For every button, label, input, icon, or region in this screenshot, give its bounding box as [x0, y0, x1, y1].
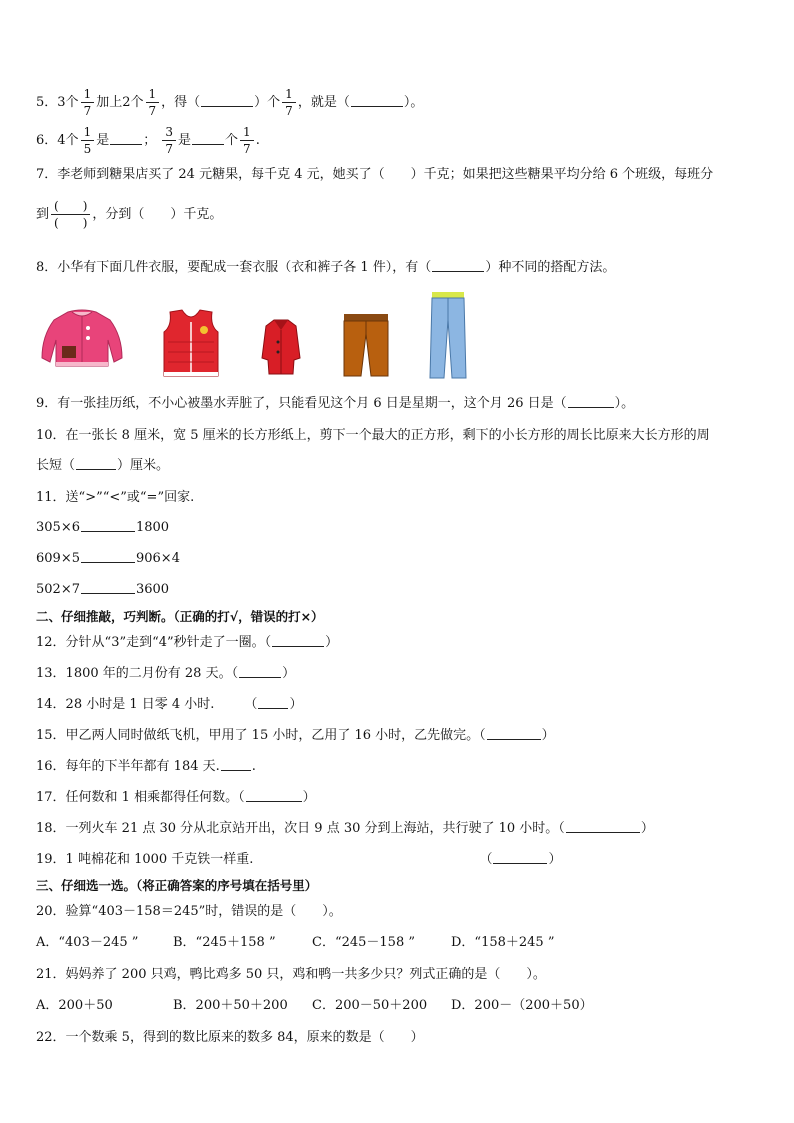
question-5: 5．3个 $\frac{1}{7}$ 加上2个 $\frac{1}{7}$ ，得（ ）个 $\frac{1}{7}$ ，就是（ ）。 — [36, 87, 424, 118]
compare-row: 609×5 906×4 — [36, 551, 180, 566]
fraction-one-fifth: $\frac{1}{5}$ — [81, 124, 95, 157]
question-12: 12．分针从“3”走到“4”秒针走了一圈。（ ） — [36, 635, 339, 650]
answer-blank[interactable] — [272, 634, 324, 647]
question-8: 8．小华有下面几件衣服，要配成一套衣服（衣和裤子各 1 件），有（ ）种不同的搭配方法。 — [36, 260, 616, 275]
option-a[interactable]: A．“403－245 ” — [36, 935, 139, 950]
answer-blank[interactable] — [566, 820, 640, 833]
question-10-line-2: 长短（ ）厘米。 — [36, 458, 170, 473]
option-a[interactable]: A．200＋50 — [36, 998, 113, 1013]
question-6: 6．4个 $\frac{1}{5}$ 是 ； $\frac{3}{7}$ 是 个 $\frac{1}{7}$ . — [36, 125, 260, 156]
question-13: 13．1800 年的二月份有 28 天。（ ） — [36, 666, 296, 681]
brown-pants-image — [340, 312, 392, 378]
fraction-one-seventh: $\frac{1}{7}$ — [146, 86, 160, 119]
option-b[interactable]: B．“245＋158 ” — [173, 935, 276, 950]
red-coat-image — [260, 318, 302, 376]
option-d[interactable]: D．200－（200＋50） — [451, 998, 593, 1013]
question-20: 20．验算“403－158＝245”时，错误的是（ ）。 — [36, 904, 342, 919]
question-21-options — [36, 997, 593, 1015]
question-20-options — [36, 934, 554, 952]
answer-blank[interactable] — [76, 457, 116, 470]
question-22: 22．一个数乘 5，得到的数比原来的数多 84，原来的数是（ ） — [36, 1030, 424, 1045]
answer-blank[interactable] — [568, 395, 614, 408]
question-21: 21．妈妈养了 200 只鸡，鸭比鸡多 50 只，鸡和鸭一共多少只？列式正确的是（ ）。 — [36, 967, 546, 982]
compare-blank[interactable] — [81, 581, 135, 594]
answer-blank[interactable] — [246, 789, 302, 802]
option-b[interactable]: B．200＋50＋200 — [173, 998, 288, 1013]
compare-row: 305×6 1800 — [36, 520, 170, 535]
answer-blank[interactable] — [192, 132, 224, 145]
question-14: 14．28 小时是 1 日零 4 小时. （ ） — [36, 697, 303, 712]
question-9: 9．有一张挂历纸，不小心被墨水弄脏了，只能看见这个月 6 日是星期一，这个月 26 日是（ ）。 — [36, 396, 635, 411]
compare-blank[interactable] — [81, 519, 135, 532]
question-19: 19．1 吨棉花和 1000 千克铁一样重. （ ） — [36, 852, 562, 867]
question-7-line-1: 7．李老师到糖果店买了 24 元糖果，每千克 4 元，她买了（ ）千克；如果把这些糖果平均分给 6 个班级，每班分 — [36, 167, 714, 182]
question-10-line-1: 10．在一张长 8 厘米，宽 5 厘米的长方形纸上，剪下一个最大的正方形，剩下的小长方形的周长比原来大长方形的周 — [36, 428, 710, 443]
answer-blank[interactable] — [351, 94, 403, 107]
option-d[interactable]: D．“158＋245 ” — [451, 935, 555, 950]
answer-blank[interactable] — [258, 696, 288, 709]
compare-blank[interactable] — [81, 550, 135, 563]
question-7-line-2: 到 $\frac{( )}{( )}$ ，分到（ ）千克。 — [36, 199, 223, 230]
answer-blank[interactable] — [221, 758, 251, 771]
blue-jeans-image — [426, 290, 470, 380]
option-c[interactable]: C．“245－158 ” — [312, 935, 415, 950]
fraction-one-seventh: $\frac{1}{7}$ — [282, 86, 296, 119]
question-16: 16．每年的下半年都有 184 天. . — [36, 759, 256, 774]
question-15: 15．甲乙两人同时做纸飞机，甲用了 15 小时，乙用了 16 小时，乙先做完。（ ） — [36, 728, 555, 743]
question-17: 17．任何数和 1 相乘都得任何数。（ ） — [36, 790, 316, 805]
answer-blank[interactable] — [487, 727, 541, 740]
answer-blank[interactable] — [110, 132, 142, 145]
compare-row: 502×7 3600 — [36, 582, 170, 597]
fraction-three-sevenths: $\frac{3}{7}$ — [162, 124, 176, 157]
answer-blank[interactable] — [493, 851, 547, 864]
fraction-one-seventh: $\frac{1}{7}$ — [240, 124, 254, 157]
answer-blank[interactable] — [239, 665, 281, 678]
question-11-title: 11．送“>”“<”或“=”回家. — [36, 490, 195, 505]
option-c[interactable]: C．200－50＋200 — [312, 998, 428, 1013]
red-vest-image — [160, 308, 222, 380]
pink-jacket-image — [38, 306, 126, 372]
section-3-heading: 三、仔细选一选。（将正确答案的序号填在括号里） — [36, 878, 318, 893]
section-2-heading: 二、仔细推敲，巧判断。（正确的打√，错误的打×） — [36, 609, 324, 624]
question-18: 18．一列火车 21 点 30 分从北京站开出，次日 9 点 30 分到上海站，共行驶了 10 小时。（ ） — [36, 821, 654, 836]
answer-blank[interactable] — [432, 259, 484, 272]
fraction-blank[interactable]: $\frac{( )}{( )}$ — [51, 198, 90, 231]
answer-blank[interactable] — [201, 94, 253, 107]
fraction-one-seventh: $\frac{1}{7}$ — [81, 86, 95, 119]
